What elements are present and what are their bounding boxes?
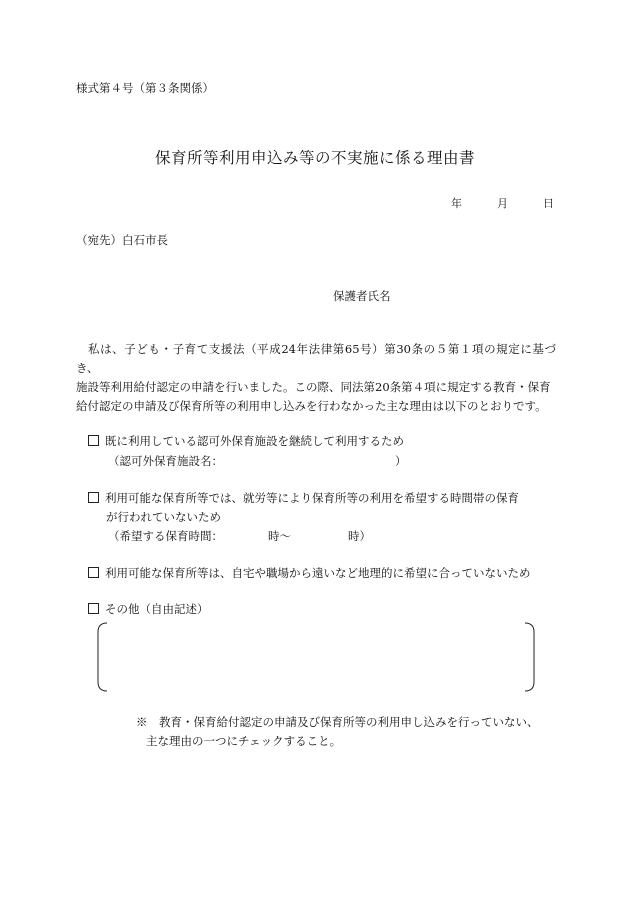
statement-line: 給付認定の申請及び保育所等の利用申し込みを行わなかった主な理由は以下のとおりです。 [76, 399, 547, 413]
facility-name-close: ） [395, 454, 407, 468]
checkbox-reason-1[interactable] [88, 435, 99, 446]
guardian-name-label: 保護者氏名 [333, 289, 391, 303]
checkbox-reason-3[interactable] [88, 567, 99, 578]
reason-1-facility-name [108, 452, 223, 471]
date-month-label: 月 [497, 197, 508, 210]
reason-1[interactable] [88, 432, 404, 451]
note-line-1-text: 教育・保育給付認定の申請及び保育所等の利用申し込みを行っていない、 [159, 715, 539, 729]
note [136, 713, 539, 751]
page-title: 保育所等利用申込み等の不実施に係る理由書 [154, 149, 475, 167]
date-day-label: 日 [543, 197, 554, 210]
statement-line: 施設等利用給付認定の申請を行いました。この際、同法第20条第４項に規定する教育・保育 [76, 380, 551, 394]
reason-3-label: 利用可能な保育所等は、自宅や職場から遠いなど地理的に希望に合っていないため [105, 566, 531, 580]
addressee: （宛先）白石市長 [76, 233, 168, 247]
desired-hours-from: 時～ [268, 529, 291, 543]
desired-hours-to: 時） [348, 529, 371, 543]
reason-1-label: 既に利用している認可外保育施設を継続して利用するため [105, 434, 404, 448]
date-year-label: 年 [451, 197, 462, 210]
desired-hours-label: （希望する保育時間： [108, 529, 223, 543]
reason-2-label: 利用可能な保育所等では、就労等により保育所等の利用を希望する時間帯の保育 [105, 491, 519, 505]
reason-2[interactable] [88, 489, 519, 508]
note-line-1 [136, 713, 539, 732]
reason-3[interactable] [88, 564, 531, 583]
free-description-area[interactable] [97, 622, 535, 692]
note-mark: ※ [136, 715, 148, 729]
form-number: 様式第４号（第３条関係） [76, 81, 214, 95]
checkbox-reason-4[interactable] [88, 603, 99, 614]
reason-4-label: その他（自由記述） [105, 602, 209, 616]
statement-line: 私は、子ども・子育て支援法（平成24年法律第65号）第30条の５第１項の規定に基づき、 [76, 342, 556, 375]
right-bracket [525, 623, 534, 691]
reason-2-label-cont: が行われていないため [106, 510, 221, 524]
checkbox-reason-2[interactable] [88, 492, 99, 503]
note-line-2: 主な理由の一つにチェックすること。 [146, 734, 342, 748]
statement-paragraph [76, 340, 556, 416]
facility-name-label: （認可外保育施設名： [108, 454, 223, 468]
left-bracket [98, 623, 107, 691]
reason-4[interactable] [88, 600, 209, 619]
